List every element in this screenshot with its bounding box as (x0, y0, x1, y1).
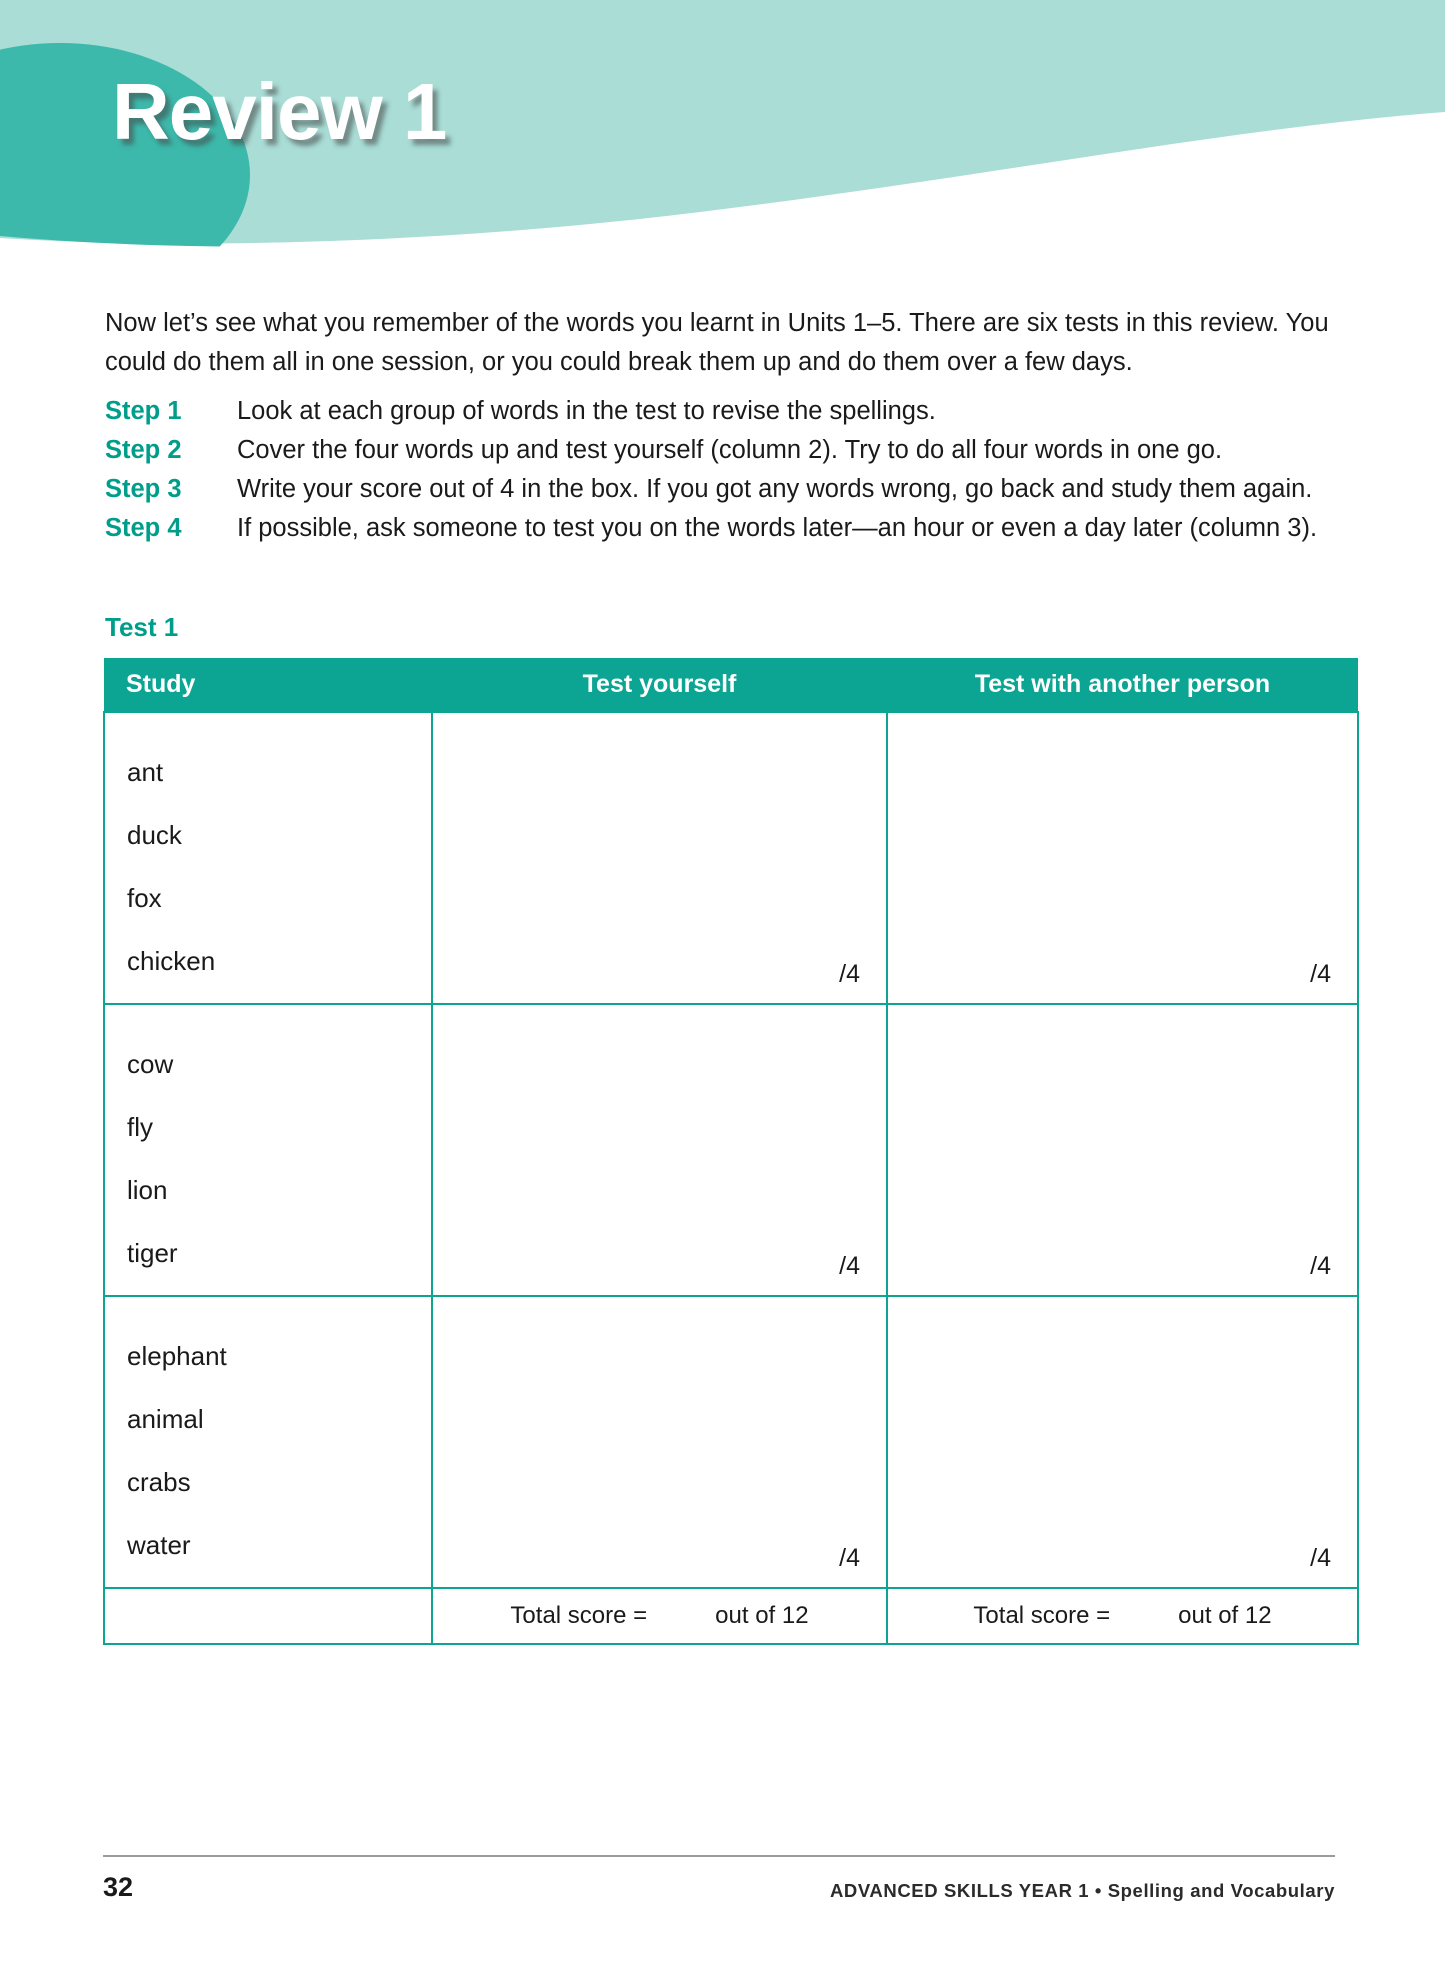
table-row (104, 1296, 1358, 1588)
total-test-with-another-person-cell[interactable] (887, 1588, 1358, 1644)
answer-area[interactable] (433, 1005, 886, 1295)
page-number: 32 (103, 1872, 134, 1902)
test-with-another-person-answer-cell[interactable] (887, 712, 1358, 1004)
step-row (105, 470, 1355, 509)
step-label: Step 1 (105, 397, 182, 425)
study-words-cell (104, 712, 432, 1004)
score-out-of-four: /4 (839, 1544, 860, 1572)
total-score-group (888, 1589, 1357, 1643)
step-text: Cover the four words up and test yourself (column 2). Try to do all four words in one go. (237, 436, 1223, 464)
step-label: Step 2 (105, 436, 182, 464)
word-item: duck (127, 820, 182, 850)
step-text: Write your score out of 4 in the box. If you got any words wrong, go back and study them again. (237, 475, 1313, 503)
step-row (105, 509, 1355, 548)
score-out-of-four: /4 (1310, 1544, 1331, 1572)
word-item: lion (127, 1175, 168, 1205)
word-item: fox (127, 883, 162, 913)
answer-area[interactable] (433, 713, 886, 1003)
intro-paragraph: Now let’s see what you remember of the words you learnt in Units 1–5. There are six tests in this review. You could do them all in one session, or you could break them up and do them over a few days. (105, 308, 1329, 376)
word-item: cow (127, 1049, 174, 1079)
step-row (105, 392, 1355, 431)
study-words-cell (104, 1296, 432, 1588)
test-yourself-answer-cell[interactable] (432, 712, 887, 1004)
table-header-row (104, 658, 1358, 712)
steps-list (105, 392, 1355, 548)
column-header-study: Study (104, 658, 432, 712)
footer-divider (103, 1855, 1335, 1857)
score-out-of-four: /4 (1310, 960, 1331, 988)
table-header (104, 658, 1358, 712)
word-list (105, 1297, 431, 1587)
column-header-test-yourself: Test yourself (432, 658, 887, 712)
answer-area[interactable] (433, 1297, 886, 1587)
test-with-another-person-answer-cell[interactable] (887, 1296, 1358, 1588)
score-out-of-four: /4 (839, 1252, 860, 1280)
step-text: Look at each group of words in the test to revise the spellings. (237, 397, 936, 425)
word-item: crabs (127, 1467, 191, 1497)
step-label: Step 3 (105, 475, 182, 503)
word-list (105, 713, 431, 1003)
word-item: fly (127, 1112, 153, 1142)
column-header-test-with-another-person: Test with another person (887, 658, 1358, 712)
score-out-of-four: /4 (839, 960, 860, 988)
study-words-cell (104, 1004, 432, 1296)
page-header-banner (0, 0, 1445, 250)
page-title: Review 1 (112, 67, 447, 156)
word-item: ant (127, 757, 164, 787)
total-test-yourself-cell[interactable] (432, 1588, 887, 1644)
score-out-of-four: /4 (1310, 1252, 1331, 1280)
word-item: chicken (127, 946, 216, 976)
total-score-out-of: out of 12 (715, 1602, 809, 1629)
test-yourself-answer-cell[interactable] (432, 1296, 887, 1588)
total-empty-cell (104, 1588, 432, 1644)
word-item: animal (127, 1404, 204, 1434)
step-label: Step 4 (105, 514, 182, 542)
table-body (104, 712, 1358, 1644)
test-with-another-person-answer-cell[interactable] (887, 1004, 1358, 1296)
answer-area[interactable] (888, 713, 1357, 1003)
table-row (104, 1004, 1358, 1296)
step-row (105, 431, 1355, 470)
test-heading: Test 1 (105, 612, 179, 642)
total-score-label: Total score = (510, 1602, 648, 1629)
total-score-out-of: out of 12 (1178, 1602, 1272, 1629)
answer-area[interactable] (888, 1297, 1357, 1587)
spelling-test-table (103, 658, 1359, 1645)
footer-book-title: ADVANCED SKILLS YEAR 1 • Spelling and Vocabulary (829, 1880, 1335, 1901)
step-text: If possible, ask someone to test you on the words later—an hour or even a day later (column 3). (237, 514, 1318, 542)
table-total-row (104, 1588, 1358, 1644)
word-item: water (127, 1530, 191, 1560)
word-item: elephant (127, 1341, 227, 1371)
word-item: tiger (127, 1238, 178, 1268)
total-score-label: Total score = (973, 1602, 1111, 1629)
table-row (104, 712, 1358, 1004)
word-list (105, 1005, 431, 1295)
answer-area[interactable] (888, 1005, 1357, 1295)
test-yourself-answer-cell[interactable] (432, 1004, 887, 1296)
total-score-group (433, 1589, 886, 1643)
